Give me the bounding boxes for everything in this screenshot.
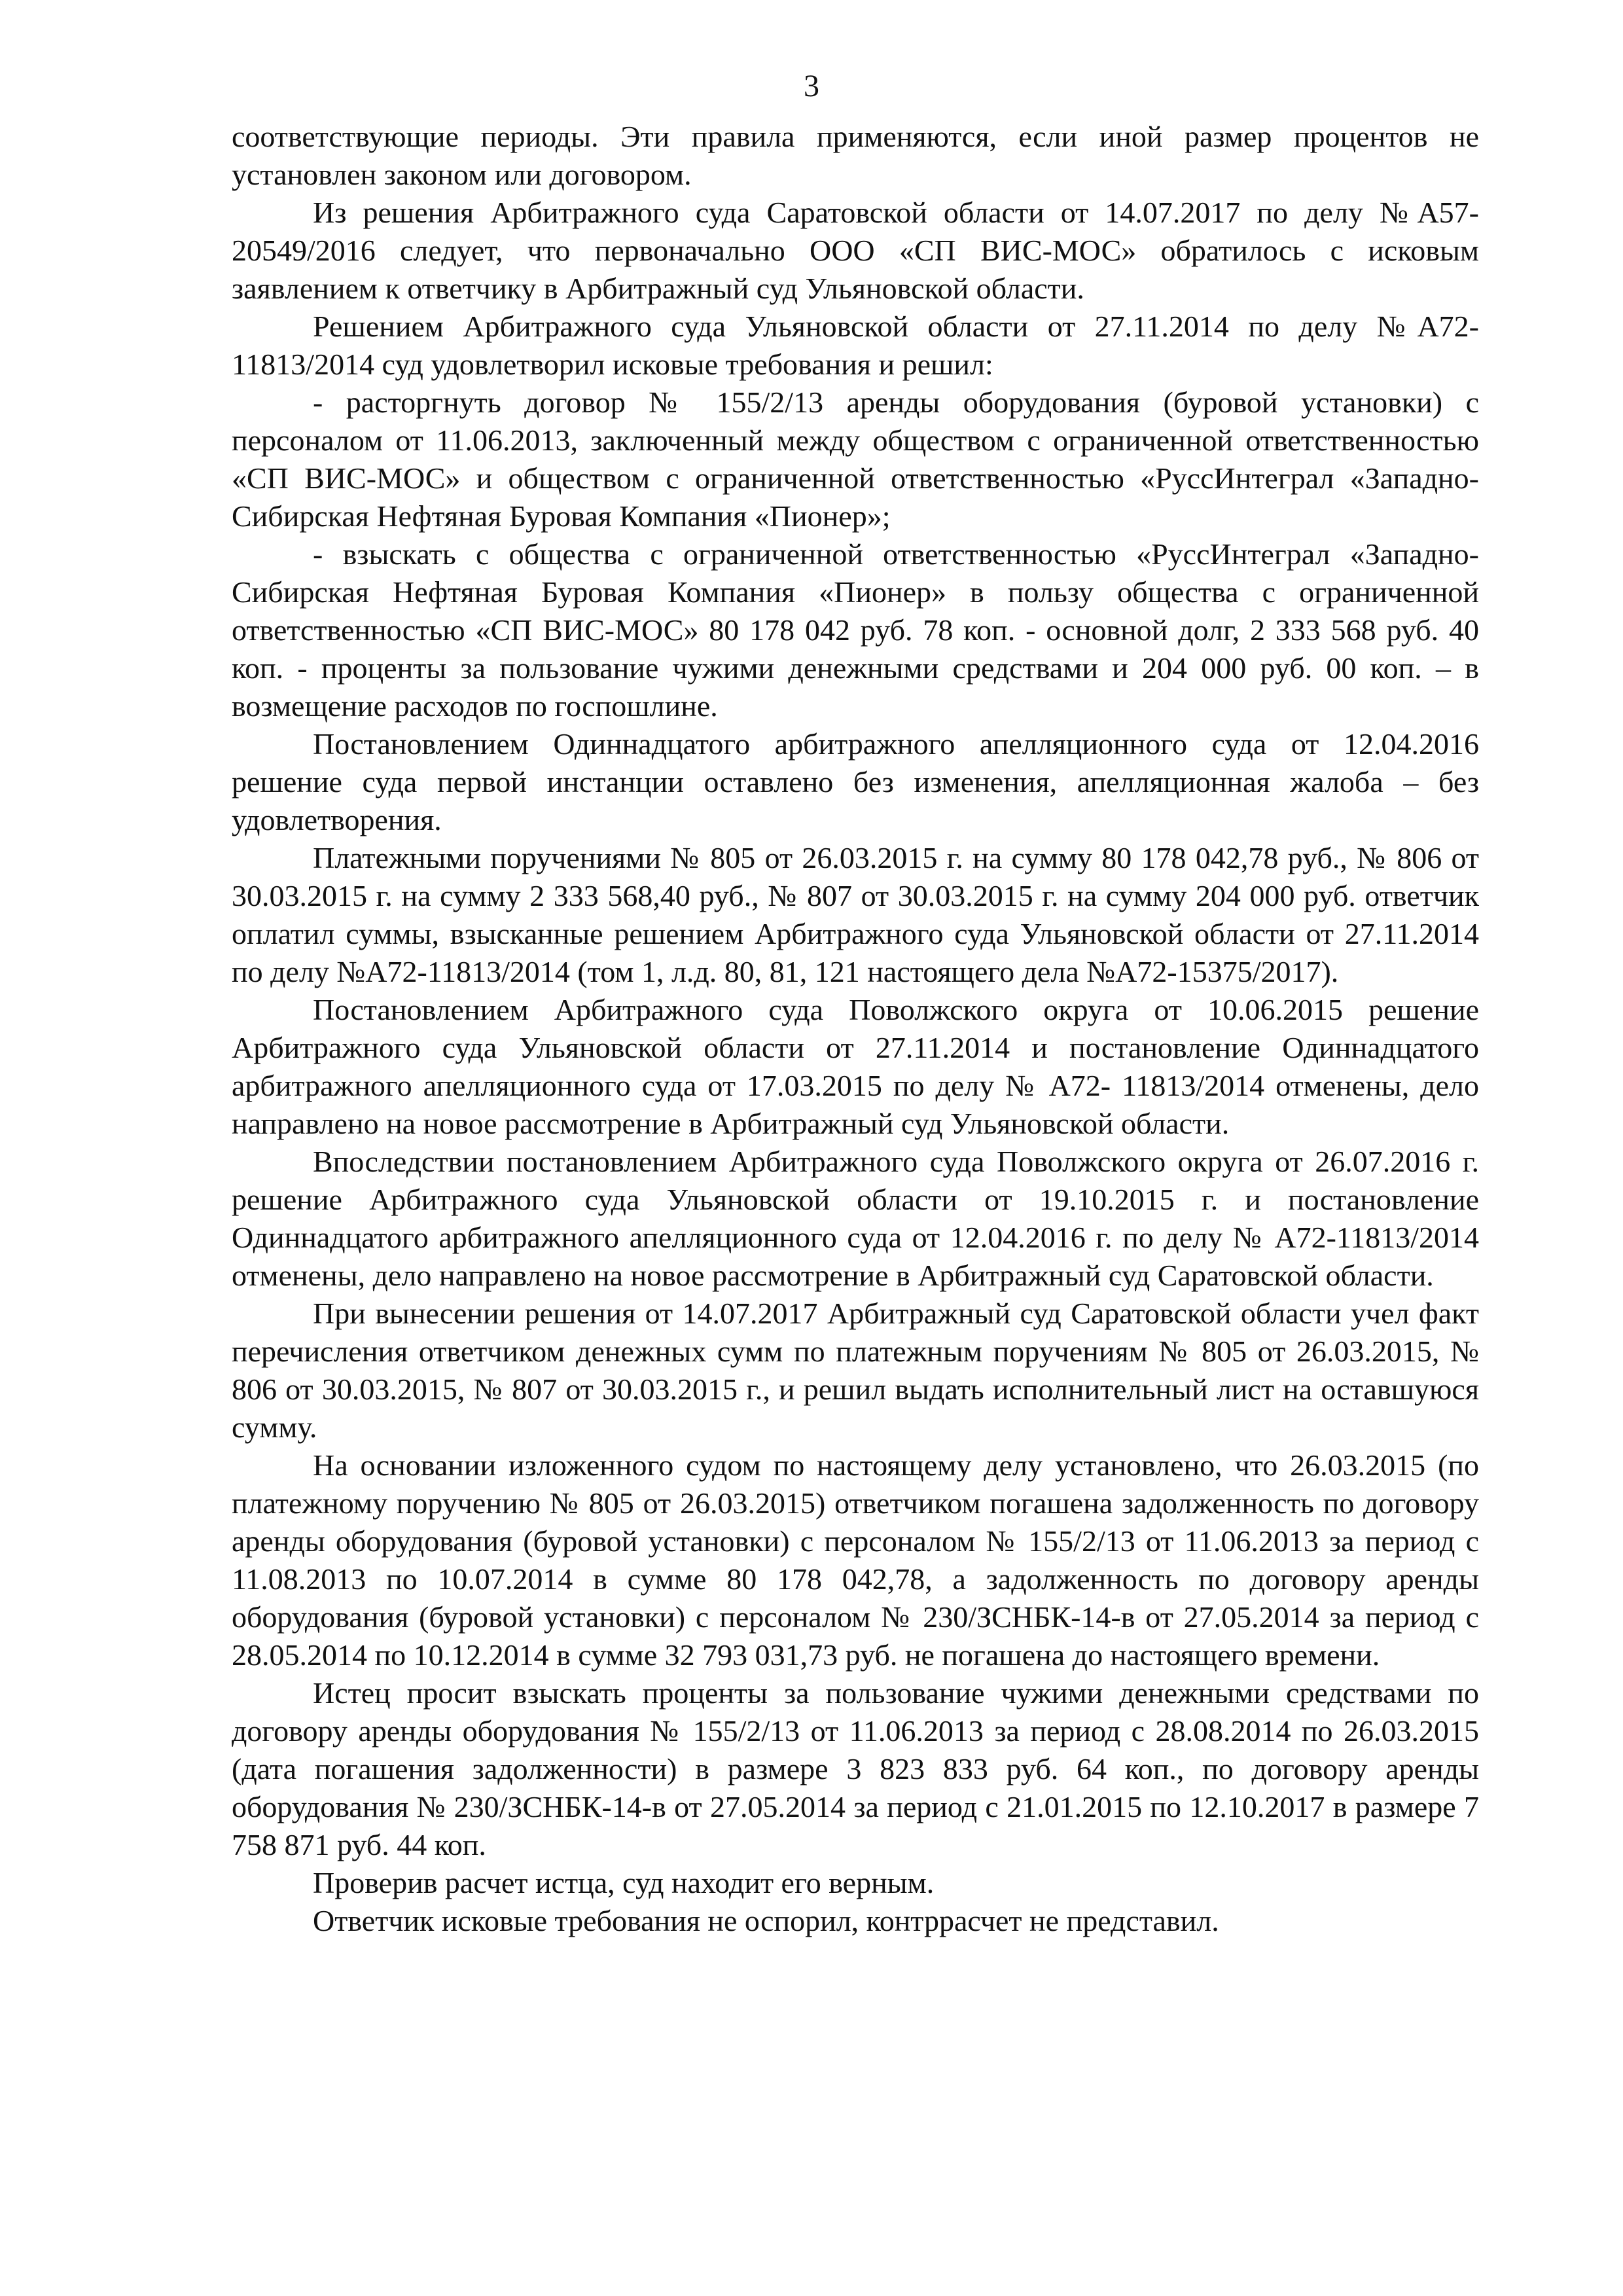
document-body <box>232 118 1479 1940</box>
paragraph: Впоследствии постановлением Арбитражного суда Поволжского округа от 26.07.2016 г. решение Арбитражного суда Ульяновской области от 19.10.2015 г. и постановление Одиннадцатого арбитражного апелляционного суда от 12.04.2016 г. по делу № А72-11813/2014 отменены, дело направлено на новое рассмотрение в Арбитражный суд Саратовской области. <box>232 1145 1479 1292</box>
paragraph: Платежными поручениями № 805 от 26.03.2015 г. на сумму 80 178 042,78 руб., № 806 от 30.03.2015 г. на сумму 2 333 568,40 руб., № 807 от 30.03.2015 г. на сумму 204 000 руб. ответчик оплатил суммы, взысканные решением Арбитражного суда Ульяновской области от 27.11.2014 по делу №А72-11813/2014 (том 1, л.д. 80, 81, 121 настоящего дела №А72-15375/2017). <box>232 841 1479 988</box>
paragraph: Истец просит взыскать проценты за пользование чужими денежными средствами по договору аренды оборудования № 155/2/13 от 11.06.2013 за период с 28.08.2014 по 26.03.2015 (дата погашения задолженности) в размере 3 823 833 руб. 64 коп., по договору аренды оборудования № 230/ЗСНБК-14-в от 27.05.2014 за период с 21.01.2015 по 12.10.2017 в размере 7 758 871 руб. 44 коп. <box>232 1676 1479 1861</box>
paragraph: Постановлением Арбитражного суда Поволжского округа от 10.06.2015 решение Арбитражного суда Ульяновской области от 27.11.2014 и постановление Одиннадцатого арбитражного апелляционного суда от 17.03.2015 по делу № А72- 11813/2014 отменены, дело направлено на новое рассмотрение в Арбитражный суд Ульяновской области. <box>232 993 1479 1140</box>
paragraph-list-item: - расторгнуть договор № 155/2/13 аренды оборудования (буровой установки) с персоналом от 11.06.2013, заключенный между обществом с ограниченной ответственностью «СП ВИС-МОС» и обществом с ограниченной ответственностью «РуссИнтеграл «Западно- Сибирская Нефтяная Буровая Компания «Пионер»; <box>232 386 1479 533</box>
paragraph: На основании изложенного судом по настоящему делу установлено, что 26.03.2015 (по платежному поручению № 805 от 26.03.2015) ответчиком погашена задолженность по договору аренды оборудования (буровой установки) с персоналом № 155/2/13 от 11.06.2013 за период с 11.08.2013 по 10.07.2014 в сумме 80 178 042,78, а задолженность по договору аренды оборудования (буровой установки) с персоналом № 230/ЗСНБК-14-в от 27.05.2014 за период с 28.05.2014 по 10.12.2014 в сумме 32 793 031,73 руб. не погашена до настоящего времени. <box>232 1448 1479 1672</box>
paragraph: Решением Арбитражного суда Ульяновской области от 27.11.2014 по делу №А72-11813/2014 суд удовлетворил исковые требования и решил: <box>232 310 1479 381</box>
paragraph-list-item: - взыскать с общества с ограниченной ответственностью «РуссИнтеграл «Западно-Сибирская Нефтяная Буровая Компания «Пионер» в пользу общества с ограниченной ответственностью «СП ВИС-МОС» 80 178 042 руб. 78 коп. - основной долг, 2 333 568 руб. 40 коп. - проценты за пользование чужими денежными средствами и 204 000 руб. 00 коп. – в возмещение расходов по госпошлине. <box>232 537 1479 723</box>
paragraph: Проверив расчет истца, суд находит его верным. <box>313 1866 935 1899</box>
paragraph: Ответчик исковые требования не оспорил, контррасчет не представил. <box>313 1904 1219 1937</box>
paragraph: Постановлением Одиннадцатого арбитражного апелляционного суда от 12.04.2016 решение суда первой инстанции оставлено без изменения, апелляционная жалоба – без удовлетворения. <box>232 727 1479 836</box>
paragraph: Из решения Арбитражного суда Саратовской области от 14.07.2017 по делу №А57-20549/2016 следует, что первоначально ООО «СП ВИС-МОС» обратилось с исковым заявлением к ответчику в Арбитражный суд Ульяновской области. <box>232 196 1479 305</box>
paragraph-continuation: соответствующие периоды. Эти правила применяются, если иной размер процентов не установлен законом или договором. <box>232 120 1479 191</box>
page-number: 3 <box>804 69 819 103</box>
paragraph: При вынесении решения от 14.07.2017 Арбитражный суд Саратовской области учел факт перечисления ответчиком денежных сумм по платежным поручениям № 805 от 26.03.2015, № 806 от 30.03.2015, № 807 от 30.03.2015 г., и решил выдать исполнительный лист на оставшуюся сумму. <box>232 1297 1479 1444</box>
